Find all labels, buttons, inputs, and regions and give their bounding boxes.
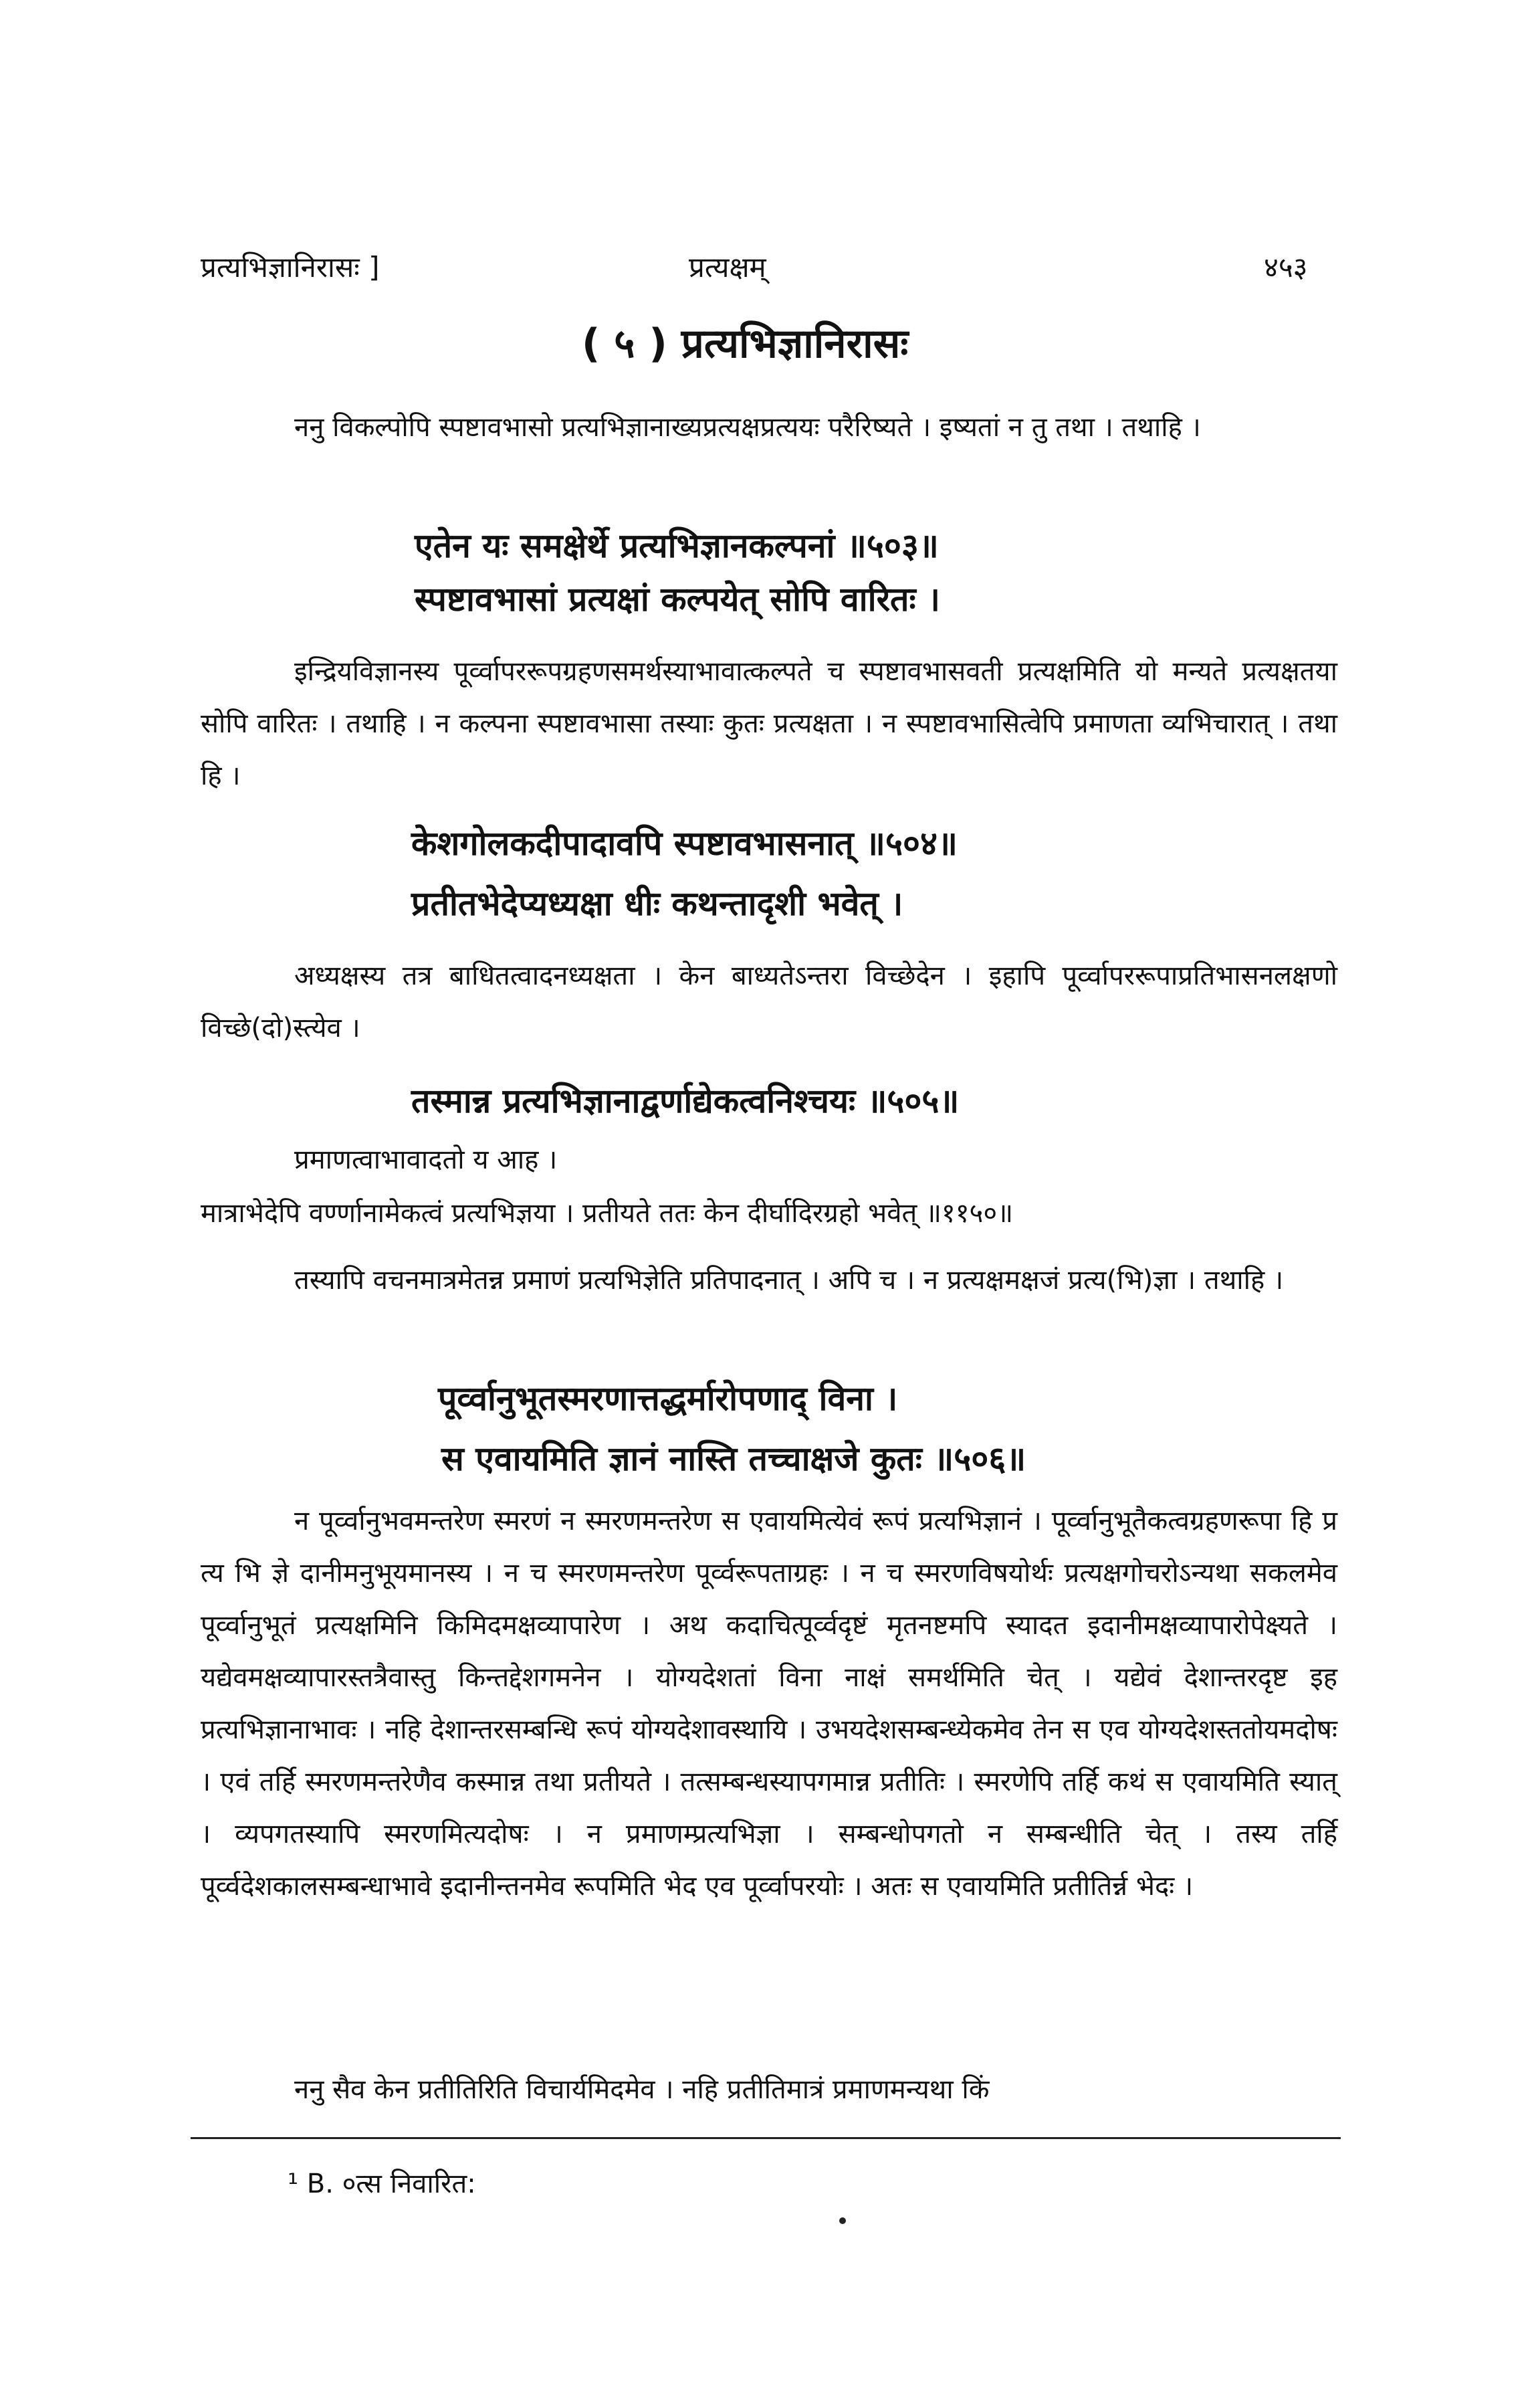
- verse-504-line-1: केशगोलकदीपादावपि स्पष्टावभासनात् ॥५०४॥: [411, 824, 958, 863]
- paragraph-4: प्रमाणत्वाभावादतो य आह ।: [294, 1144, 558, 1175]
- verse-506-line-2: स एवायमिति ज्ञानं नास्ति तच्चाक्षजे कुतः ॥५०६॥: [441, 1439, 1026, 1478]
- print-mark: [839, 2217, 846, 2224]
- paragraph-2: इन्द्रियविज्ञानस्य पूर्व्वापररूपग्रहणसमर्थस्याभावात्कल्पते च स्पष्टावभासवती प्रत्यक्षमिति यो मन्यते प्रत्यक्षतया सोपि वारितः । तथाहि । न कल्पना स्पष्टावभासा तस्याः कुतः प्रत्यक्षता । न स्पष्टावभासित्वेपि प्रमाणता व्यभिचारात् । तथा हि ।: [201, 656, 1337, 791]
- verse-503-line-1: एतेन यः समक्षेर्थे प्रत्यभिज्ञानकल्पनां ॥५०३॥: [415, 526, 939, 565]
- section-title: ( ५ ) प्रत्यभिज्ञानिरासः: [582, 320, 909, 367]
- paragraph-1: ननु विकल्पोपि स्पष्टावभासो प्रत्यभिज्ञानाख्यप्रत्यक्षप्रत्ययः परैरिष्यते । इष्यतां न तु तथा । तथाहि ।: [294, 412, 1201, 443]
- paragraph-3: अध्यक्षस्य तत्र बाधितत्वादनध्यक्षता । केन बाध्यतेऽन्तरा विच्छेदेन । इहापि पूर्व्वापररूपाप्रतिभासनलक्षणो विच्छे(दो)स्त्येव ।: [201, 961, 1337, 1043]
- verse-504-line-2: प्रतीतभेदेप्यध्यक्षा धीः कथन्तादृशी भवेत् ।: [411, 884, 903, 923]
- running-header-center: प्रत्यक्षम्: [689, 251, 766, 284]
- running-header-left: प्रत्यभिज्ञानिरासः ]: [201, 251, 380, 284]
- footnote-rule: [191, 2137, 1341, 2139]
- verse-506-line-1: पूर्व्वानुभूतस्मरणात्तद्धर्मारोपणाद् विना ।: [438, 1379, 898, 1418]
- footnote: ¹ B. ०त्स निवारित:: [288, 2169, 476, 2199]
- verse-505: तस्मान्न प्रत्यभिज्ञानाद्वर्णाद्येकत्वनिश्चयः ॥५०५॥: [411, 1082, 960, 1120]
- paragraph-7: ननु सैव केन प्रतीतिरिति विचार्यमिदमेव । नहि प्रतीतिमात्रं प्रमाणमन्यथा किं: [294, 2074, 990, 2105]
- page-number: ४५३: [1264, 251, 1308, 284]
- paragraph-5: तस्यापि वचनमात्रमेतन्न प्रमाणं प्रत्यभिज्ञेति प्रतिपादनात् । अपि च । न प्रत्यक्षमक्षजं प्रत्य(भि)ज्ञा । तथाहि ।: [294, 1265, 1284, 1296]
- verse-503-line-2: स्पष्टावभासां प्रत्यक्षां कल्पयेत् सोपि वारितः ।: [415, 580, 940, 619]
- paragraph-6: न पूर्व्वानुभवमन्तरेण स्मरणं न स्मरणमन्तरेण स एवायमित्येवं रूपं प्रत्यभिज्ञानं । पूर्व्वानुभूतैकत्वग्रहणरूपा हि प्र त्य भि ज्ञे दानीमनुभूयमानस्य । न च स्मरणमन्तरेण पूर्व्वरूपताग्रहः । न च स्मरणविषयोर्थः प्रत्यक्षगोचरोऽन्यथा सकलमेव पूर्व्वानुभूतं प्रत्यक्षमिनि किमिदमक्षव्यापारेण । अथ कदाचित्पूर्व्वदृष्टं मृतनष्टमपि स्यादत इदानीमक्षव्यापारोपेक्ष्यते । यद्येवमक्षव्यापारस्तत्रैवास्तु किन्तद्देशगमनेन । योग्यदेशतां विना नाक्षं समर्थमिति चेत् । यद्येवं देशान्तरदृष्ट इह प्रत्यभिज्ञानाभावः । नहि देशान्तरसम्बन्धि रूपं योग्यदेशावस्थायि । उभयदेशसम्बन्ध्येकमेव तेन स एव योग्यदेशस्ततोयमदोषः । एवं तर्हि स्मरणमन्तरेणैव कस्मान्न तथा प्रतीयते । तत्सम्बन्धस्यापगमान्न प्रतीतिः । स्मरणेपि तर्हि कथं स एवायमिति स्यात् । व्यपगतस्यापि स्मरणमित्यदोषः । न प्रमाणम्प्रत्यभिज्ञा । सम्बन्धोपगतो न सम्बन्धीति चेत् । तस्य तर्हि पूर्व्वदेशकालसम्बन्धाभावे इदानीन्तनमेव रूपमिति भेद एव पूर्व्वापरयोः । अतः स एवायमिति प्रतीतिर्न्न भेदः ।: [201, 1506, 1338, 1902]
- quoted-verse-1150: मात्राभेदेपि वर्ण्णानामेकत्वं प्रत्यभिज्ञया । प्रतीयते ततः केन दीर्घादिरग्रहो भवेत् ॥११५०॥: [201, 1198, 1014, 1229]
